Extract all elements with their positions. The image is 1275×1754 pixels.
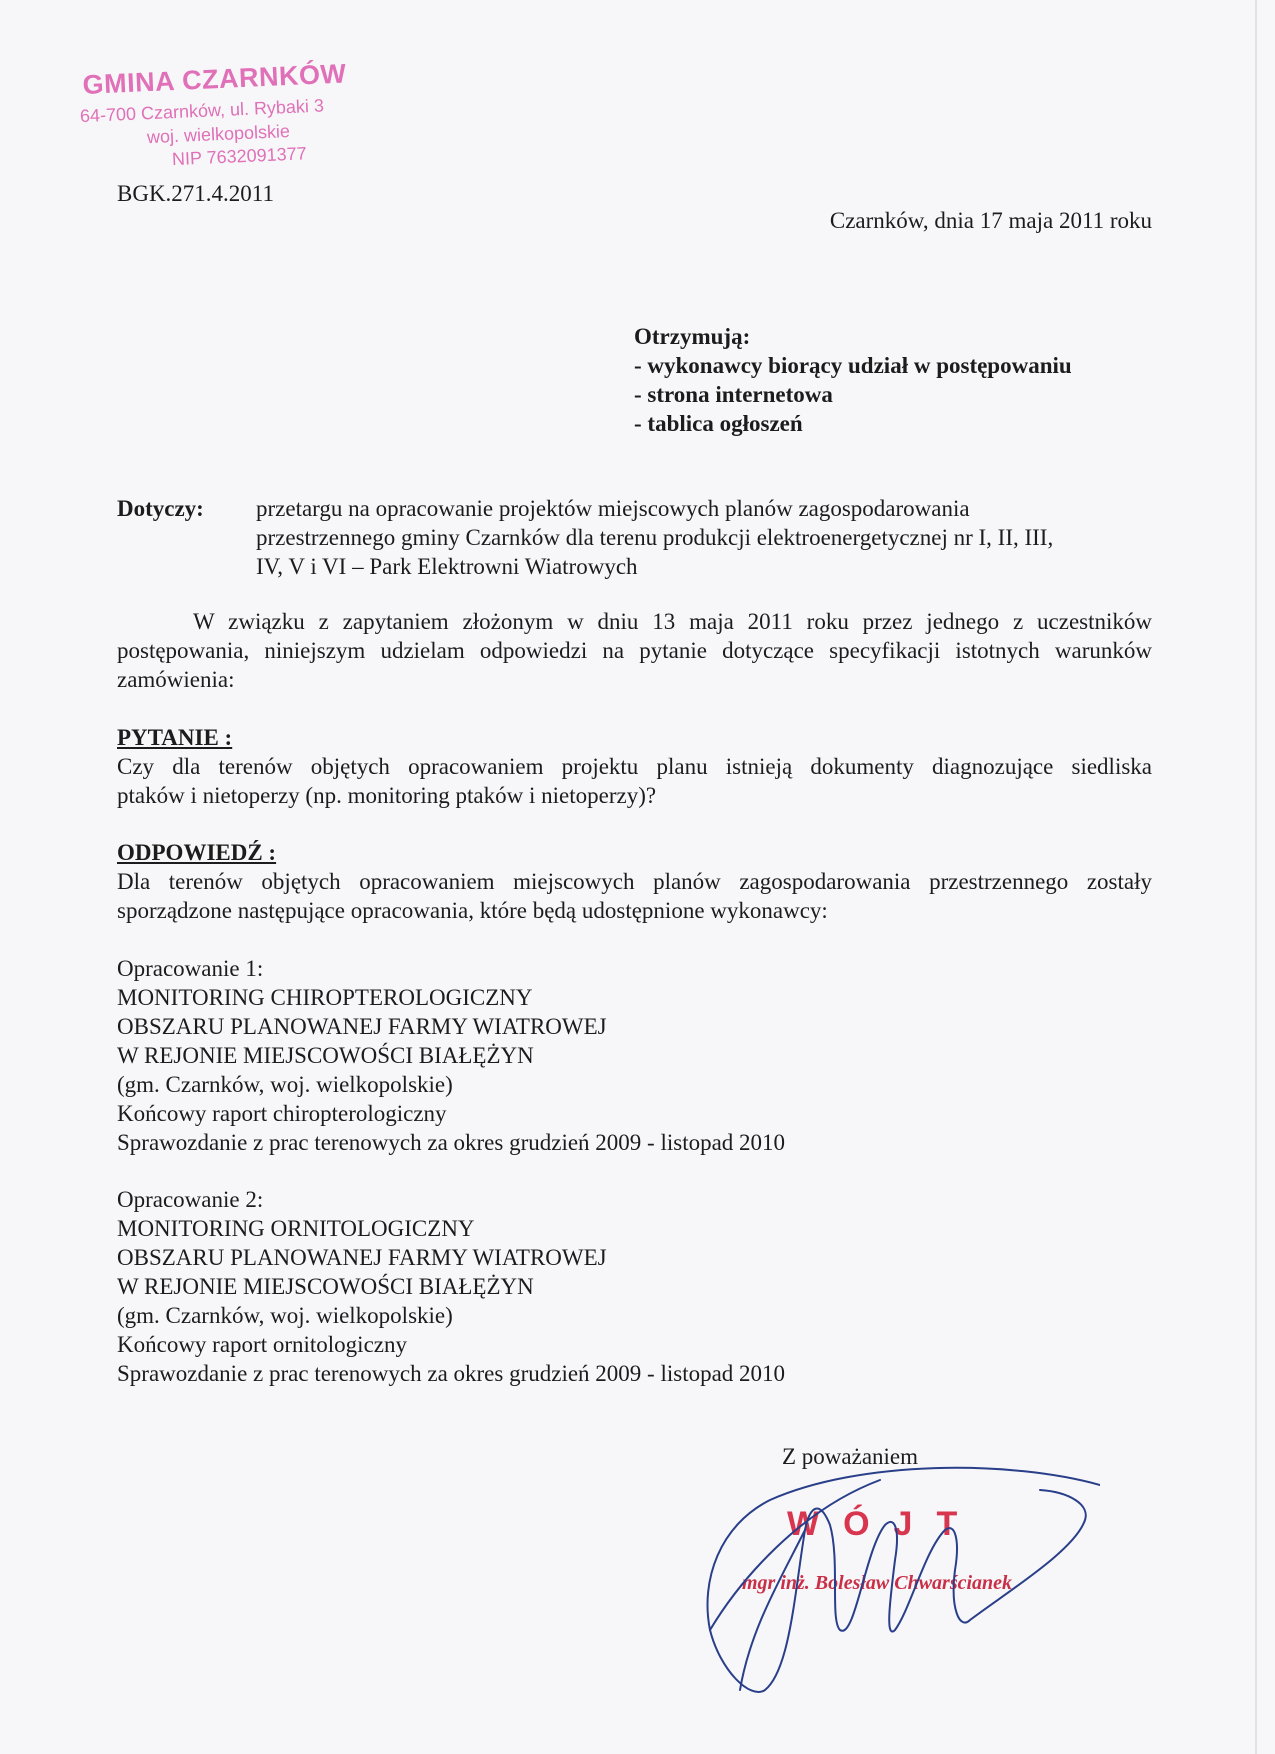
answer-line: Dla terenów objętych opracowaniem miejscowych planów zagospodarowania przestrzennego zostały [117,869,1152,894]
answer-label: ODPOWIEDŹ : [117,840,277,865]
answer-line: sporządzone następujące opracowania, które będą udostępnione wykonawcy: [117,898,828,923]
study-line: Sprawozdanie z prac terenowych za okres grudzień 2009 - listopad 2010 [117,1361,786,1386]
intro-line: postępowania, niniejszym udzielam odpowiedzi na pytanie dotyczące specyfikacji istotnych warunków [117,638,1152,663]
study-line: MONITORING CHIROPTEROLOGICZNY [117,985,533,1010]
subject-line: przestrzennego gminy Czarnków dla terenu produkcji elektroenergetycznej nr I, II, III, [256,525,1054,550]
recipient-item: - tablica ogłoszeń [634,411,803,436]
closing-salutation: Z poważaniem [782,1444,919,1469]
handwritten-signature [680,1430,1100,1750]
question-line: ptaków i nietoperzy (np. monitoring ptaków i nietoperzy)? [117,783,657,808]
subject-label: Dotyczy: [117,496,204,521]
recipient-item: - strona internetowa [634,382,833,407]
study-line: Końcowy raport chiropterologiczny [117,1101,447,1126]
page-edge [1255,0,1257,1754]
subject-line: IV, V i VI – Park Elektrowni Wiatrowych [256,554,638,579]
stamp-address: 64-700 Czarnków, ul. Rybaki 3 [79,95,325,127]
date-line: Czarnków, dnia 17 maja 2011 roku [829,208,1152,233]
study-title: Opracowanie 1: [117,956,264,981]
subject-line: przetargu na opracowanie projektów miejscowych planów zagospodarowania [256,496,970,521]
study-line: Końcowy raport ornitologiczny [117,1332,407,1357]
study-line: W REJONIE MIEJSCOWOŚCI BIAŁĘŻYN [117,1043,534,1068]
question-label: PYTANIE : [117,725,233,750]
study-line: (gm. Czarnków, woj. wielkopolskie) [117,1303,453,1328]
study-line: MONITORING ORNITOLOGICZNY [117,1216,475,1241]
study-line: OBSZARU PLANOWANEJ FARMY WIATROWEJ [117,1245,607,1270]
stamp-region: woj. wielkopolskie [146,120,291,148]
signature-stamp-title: WÓJT [787,1505,982,1543]
study-line: W REJONIE MIEJSCOWOŚCI BIAŁĘŻYN [117,1274,534,1299]
study-line: Sprawozdanie z prac terenowych za okres grudzień 2009 - listopad 2010 [117,1130,786,1155]
recipient-item: - wykonawcy biorący udział w postępowaniu [634,353,1072,378]
reference-number: BGK.271.4.2011 [117,181,274,206]
recipients-heading: Otrzymują: [634,324,751,349]
intro-line: W związku z zapytaniem złożonym w dniu 13 maja 2011 roku przez jednego z uczestników [193,609,1152,634]
study-title: Opracowanie 2: [117,1187,264,1212]
stamp-title: GMINA CZARNKÓW [82,58,348,100]
question-line: Czy dla terenów objętych opracowaniem projektu planu istnieją dokumenty diagnozujące siedliska [117,754,1152,779]
signature-stamp-name: mgr inż. Bolesław Chwarścianek [742,1572,1013,1594]
intro-line: zamówienia: [117,667,235,692]
stamp-nip: NIP 7632091377 [171,143,308,170]
study-line: (gm. Czarnków, woj. wielkopolskie) [117,1072,453,1097]
study-line: OBSZARU PLANOWANEJ FARMY WIATROWEJ [117,1014,607,1039]
